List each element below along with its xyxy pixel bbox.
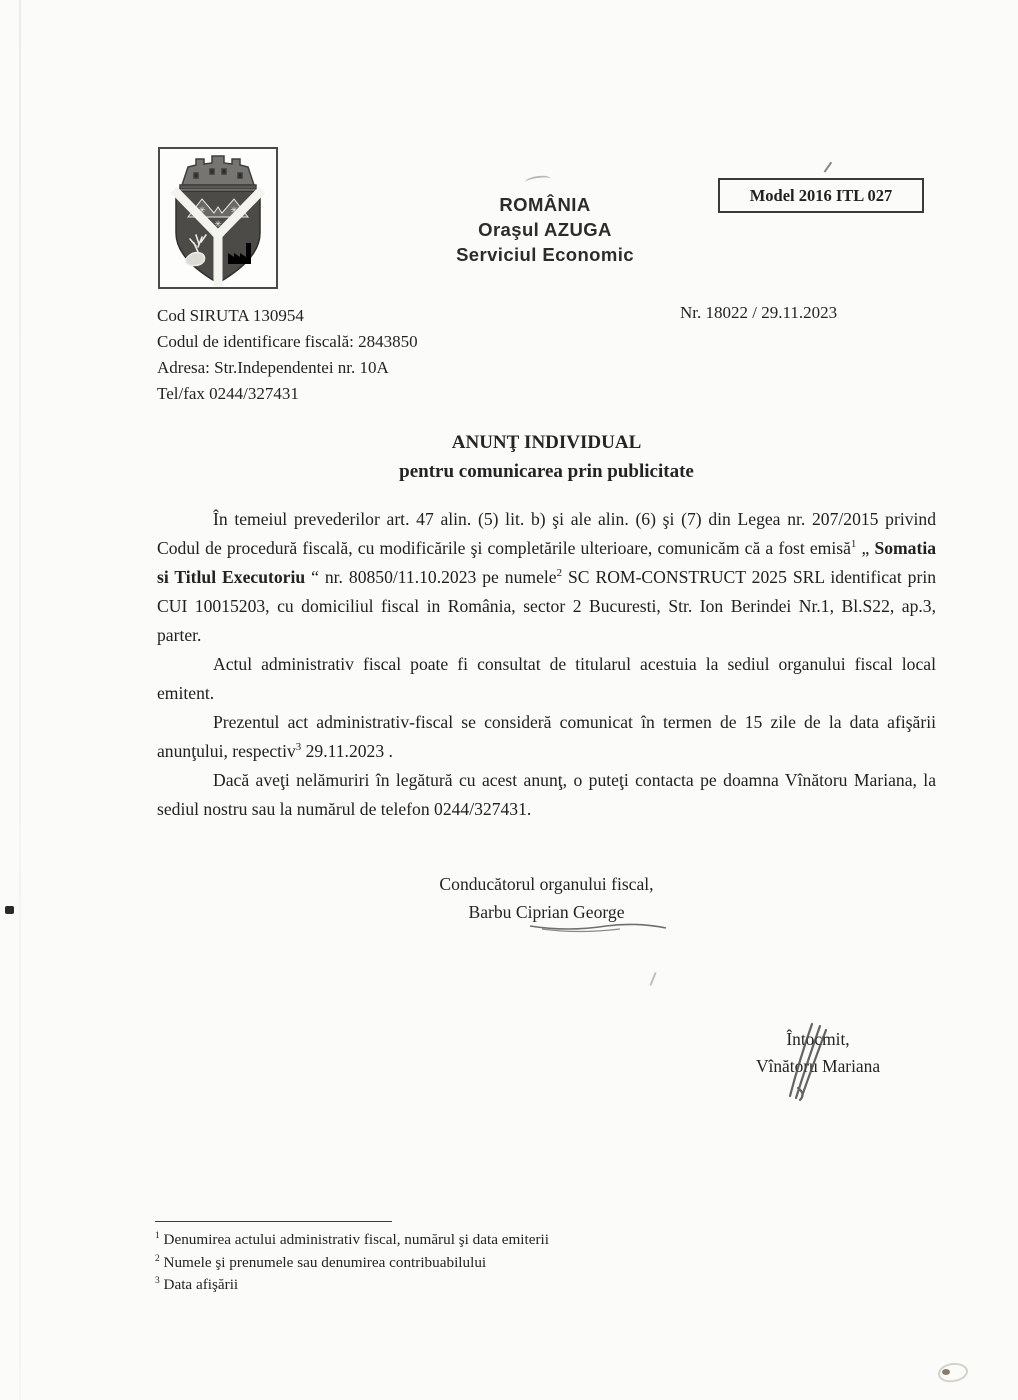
document-title-block [157,428,936,486]
footnote-ref-1: 1 [850,538,857,551]
prepared-by-name: Vînătoru Mariana [755,1056,881,1076]
model-code-box [718,178,924,213]
letterhead-city: Oraşul AZUGA [478,219,612,240]
signature-squiggle [528,920,668,934]
document-number: Nr. 18022 / 29.11.2023 [680,303,838,322]
p1-act-name: Somatia si Titlul Executoriu [157,538,937,587]
issuer-fiscal-code: Codul de identificare fiscală: 2843850 [157,332,418,351]
paragraph-communication-term [157,708,936,766]
footnote-1-text: Denumirea actului administrativ fiscal, numărul şi data emiterii [163,1231,549,1248]
footnote-3-text: Data afişării [163,1276,239,1293]
p1-seg2: „ [856,538,875,558]
footnote-2 [155,1252,755,1275]
p3-seg1: Prezentul act administrativ-fiscal se consideră comunicat în termen de 15 zile de la data afişării anunţului, respectiv [157,712,936,761]
scan-edge-line [19,0,21,1400]
footnote-ref-3: 3 [295,741,302,754]
scan-pen-tick-2 [649,972,656,986]
footnote-2-text: Numele şi prenumele sau denumirea contribuabilului [163,1253,487,1271]
model-code-label: Model 2016 ITL 027 [749,185,893,205]
issuer-info-block [157,303,617,407]
footnotes-block [155,1229,755,1297]
scan-smudge-ink [942,1369,950,1375]
azuga-coat-of-arms-icon [158,147,278,289]
svg-text:✳: ✳ [230,206,238,216]
p1-seg3: “ nr. 80850/11.10.2023 pe numele [305,567,557,587]
signature-block [157,870,936,926]
footnote-3-number: 3 [155,1275,160,1286]
paragraph-contact: Dacă aveţi nelămuriri în legătură cu acest anunţ, o puteţi contacta pe doamna Vînătoru Mariana, la sediul nostru sau la numărul de telefon 0244/327431. [157,770,936,819]
issuer-address: Adresa: Str.Independentei nr. 10A [157,358,389,377]
footnote-2-number: 2 [155,1253,160,1264]
p1-seg1: În temeiul prevederilor art. 47 alin. (5) lit. b) şi ale alin. (6) şi (7) din Legea nr. 207/2015 privind Codul de procedură fiscală, cu modificările şi completările ulterioare, comunicăm că a fost emisă [157,509,936,558]
document-title: ANUNŢ INDIVIDUAL [451,432,642,453]
letterhead-country: ROMÂNIA [499,194,591,215]
footnote-1-number: 1 [155,1230,160,1241]
svg-text:✳: ✳ [198,206,206,216]
prepared-by-label: Întocmit, [786,1029,850,1049]
scan-pen-tick [824,162,841,179]
footnote-1 [155,1229,755,1252]
paragraph-consultation: Actul administrativ fiscal poate fi consultat de titularul acestuia la sediul organului fiscal local emitent. [157,654,936,703]
footnote-3 [155,1274,755,1297]
handwritten-signature [778,1018,848,1102]
scan-pen-dash [525,174,552,187]
signatory-name: Barbu Ciprian George [468,902,625,922]
issuer-siruta: Cod SIRUTA 130954 [157,306,304,325]
letterhead [380,192,710,267]
letterhead-department: Serviciul Economic [456,244,634,265]
footnote-ref-2: 2 [556,567,563,580]
footnote-divider [155,1221,392,1222]
svg-text:✳: ✳ [214,220,222,230]
p3-seg2: 29.11.2023 . [301,741,393,761]
document-subtitle: pentru comunicarea prin publicitate [399,461,694,482]
document-body [157,505,936,824]
scan-dot-artifact [5,906,14,914]
paragraph-legal-basis [157,505,936,650]
signatory-role: Conducătorul organului fiscal, [439,874,654,894]
issuer-phone: Tel/fax 0244/327431 [157,384,299,403]
p1-seg4: SC ROM-CONSTRUCT 2025 SRL identificat prin CUI 10015203, cu domiciliul fiscal in România, sector 2 Bucuresti, Str. Ion Berindei Nr.1, Bl.S22, ap.3, parter. [157,567,937,645]
